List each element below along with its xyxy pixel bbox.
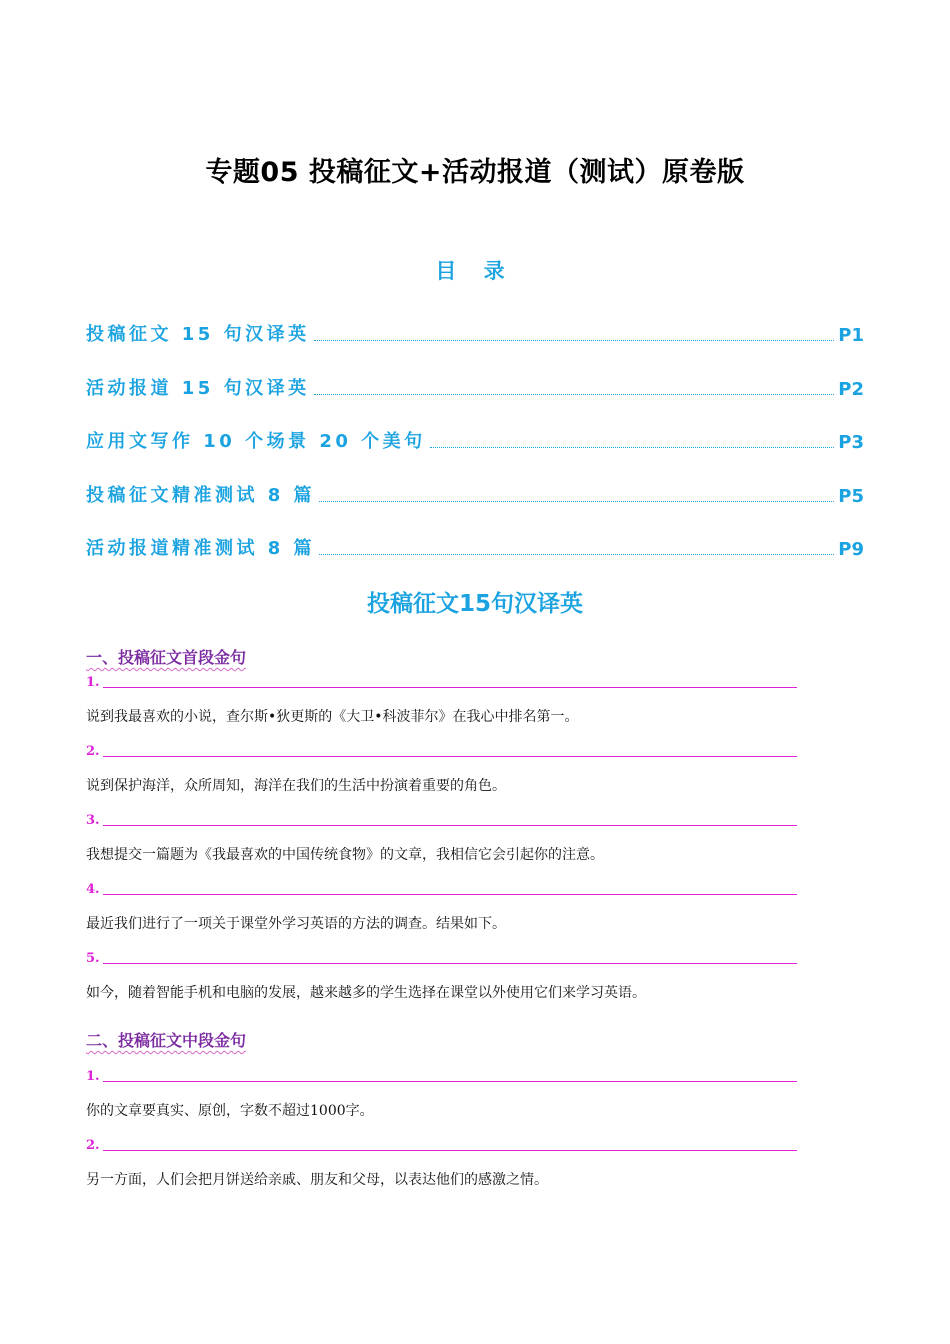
source-sentence: 最近我们进行了一项关于课堂外学习英语的方法的调查。结果如下。 <box>86 916 506 932</box>
answer-blank[interactable] <box>86 878 797 896</box>
answer-blank[interactable] <box>86 947 797 965</box>
toc-item-label: 活动报道 15 句汉译英 <box>86 377 310 399</box>
answer-blank[interactable] <box>86 1065 797 1083</box>
answer-line <box>103 687 797 688</box>
source-sentence: 说到我最喜欢的小说，查尔斯•狄更斯的《大卫•科波菲尔》在我心中排名第一。 <box>86 709 579 725</box>
toc-item[interactable] <box>86 425 864 453</box>
question-number: 3. <box>86 813 100 828</box>
toc-item-label: 应用文写作 10 个场景 20 个美句 <box>86 431 426 452</box>
question-number: 5. <box>86 951 100 966</box>
toc-item-page: P5 <box>838 485 864 507</box>
answer-line <box>103 894 797 895</box>
toc-heading: 目 录 <box>435 259 515 283</box>
answer-blank[interactable] <box>86 809 797 827</box>
toc-item-label: 投稿征文精准测试 8 篇 <box>86 484 316 506</box>
answer-line <box>103 756 797 757</box>
answer-blank[interactable] <box>86 1134 797 1152</box>
toc-item[interactable] <box>86 372 864 400</box>
toc-dot-leader <box>319 500 834 502</box>
question-number: 2. <box>86 744 100 759</box>
toc-item-label: 投稿征文 15 句汉译英 <box>86 324 310 345</box>
source-sentence: 说到保护海洋，众所周知，海洋在我们的生活中扮演着重要的角色。 <box>86 778 506 794</box>
toc-dot-leader <box>430 446 835 448</box>
subsection-heading: 一、投稿征文首段金句 <box>86 648 247 667</box>
section-title: 投稿征文15句汉译英 <box>366 591 583 617</box>
source-sentence: 我想提交一篇题为《我最喜欢的中国传统食物》的文章，我相信它会引起你的注意。 <box>86 847 604 863</box>
toc-item-page: P9 <box>838 539 864 560</box>
answer-line <box>103 963 797 964</box>
toc-item-page: P1 <box>838 325 864 346</box>
toc-dot-leader <box>319 553 834 555</box>
source-sentence: 你的文章要真实、原创，字数不超过1000字。 <box>86 1103 374 1119</box>
toc-item-page: P2 <box>838 378 864 400</box>
toc-item[interactable] <box>86 318 864 346</box>
toc-item[interactable] <box>86 479 864 507</box>
answer-line <box>103 825 797 826</box>
page-title: 专题05 投稿征文+活动报道（测试）原卷版 <box>205 157 745 188</box>
answer-line <box>103 1081 797 1082</box>
table-of-contents <box>86 318 864 586</box>
question-number: 4. <box>86 882 100 897</box>
source-sentence: 如今，随着智能手机和电脑的发展，越来越多的学生选择在课堂以外使用它们来学习英语。 <box>86 985 646 1001</box>
answer-blank[interactable] <box>86 740 797 758</box>
question-number: 1. <box>86 675 100 690</box>
toc-item[interactable] <box>86 532 864 560</box>
question-number: 2. <box>86 1138 100 1153</box>
toc-item-label: 活动报道精准测试 8 篇 <box>86 538 316 559</box>
subsection-heading: 二、投稿征文中段金句 <box>86 1031 247 1050</box>
toc-dot-leader <box>314 339 835 341</box>
toc-item-page: P3 <box>838 432 864 453</box>
answer-blank[interactable] <box>86 671 797 689</box>
answer-line <box>103 1150 797 1151</box>
source-sentence: 另一方面，人们会把月饼送给亲戚、朋友和父母，以表达他们的感激之情。 <box>86 1172 548 1188</box>
toc-dot-leader <box>314 393 835 395</box>
question-number: 1. <box>86 1069 100 1084</box>
